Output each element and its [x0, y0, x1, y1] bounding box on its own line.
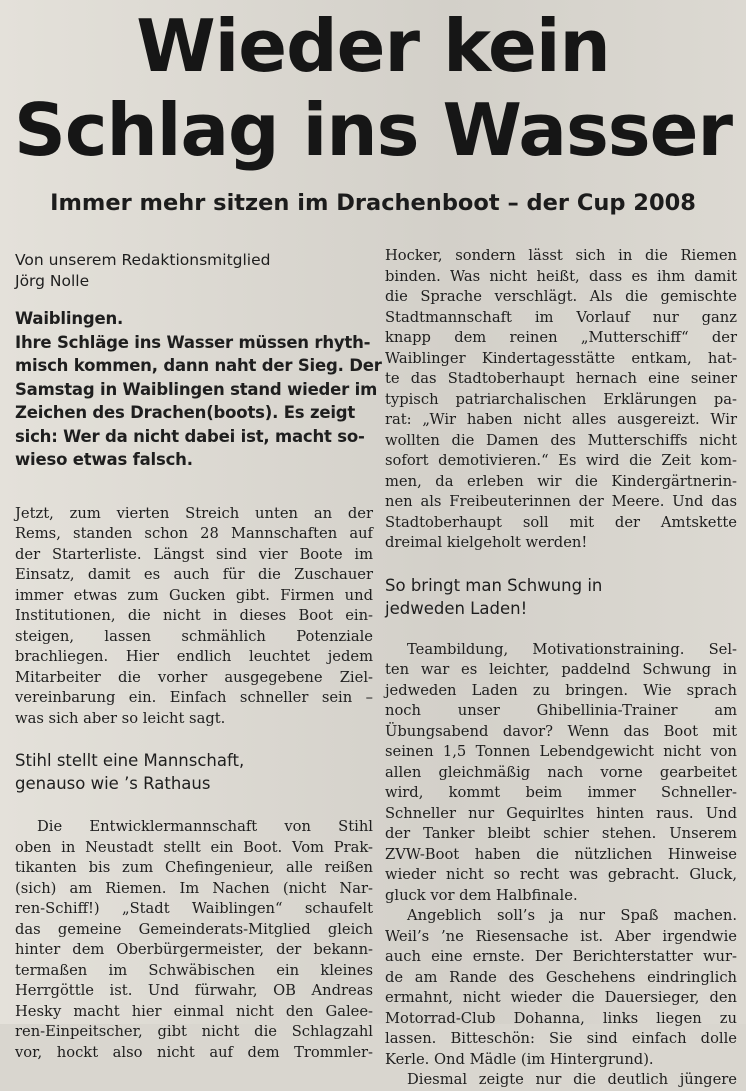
- text-line: knapp dem reinen „Mutterschiff“ der: [385, 329, 737, 346]
- text-line: vor, hockt also nicht auf dem Trommler-: [15, 1043, 373, 1061]
- text-line: Hocker, sondern lässt sich in die Riemen: [385, 247, 737, 264]
- lead-line: misch kommen, dann naht der Sieg. Der: [15, 356, 382, 375]
- text-line: Diesmal zeigte nur die deutlich jüngere: [407, 1071, 737, 1088]
- lead-line: Samstag in Waiblingen stand wieder im: [15, 379, 378, 399]
- byline: [15, 250, 373, 292]
- subheadline: Immer mehr sitzen im Drachenboot – der Cup 2008: [50, 190, 696, 216]
- lead-dateline: Waiblingen.: [15, 309, 124, 328]
- text-line: wollten die Damen des Mutterschiffs nicht: [385, 431, 737, 449]
- text-line: te das Stadtoberhaupt hernach eine seiner: [385, 370, 737, 387]
- paragraph-4: [385, 640, 737, 907]
- text-line: Institutionen, die nicht in dieses Boot ein-: [15, 607, 373, 624]
- text-line: Einsatz, damit es auch für die Zuschauer: [15, 566, 373, 583]
- text-line: brachliegen. Hier endlich leuchtet jedem: [15, 648, 373, 665]
- text-line: Jetzt, zum vierten Streich unten an der: [15, 504, 373, 522]
- text-line: ZVW-Boot haben die nützlichen Hinweise: [385, 845, 737, 863]
- text-line: termaßen im Schwäbischen ein kleines: [15, 961, 373, 979]
- text-line: Waiblinger Kindertagesstätte entkam, hat-: [385, 349, 737, 367]
- text-line: der Tanker bleibt schier stehen. Unserem: [385, 825, 737, 842]
- text-line: was sich aber so leicht sagt.: [15, 709, 226, 727]
- text-line: wird, kommt beim immer Schneller-: [385, 784, 737, 801]
- crosshead-line: jedweden Laden!: [385, 598, 528, 618]
- text-line: dreimal kielgeholt werden!: [385, 534, 588, 551]
- text-line: Rems, standen schon 28 Mannschaften auf: [15, 525, 373, 542]
- text-line: die Sprache verschlägt. Als die gemischte: [385, 288, 737, 305]
- text-line: rat: „Wir haben nicht alles ausgereizt. Wir: [385, 411, 737, 428]
- paragraph-2: [15, 817, 373, 1063]
- text-line: Angeblich soll’s ja nur Spaß machen.: [407, 907, 737, 924]
- paragraph-6: [385, 1070, 737, 1091]
- text-line: ten war es leichter, paddelnd Schwung in: [385, 661, 737, 678]
- paragraph-3: [385, 246, 737, 554]
- text-line: wieder nicht so recht was gebracht. Gluck,: [385, 866, 737, 883]
- text-line: Kerle. Ond Mädle (im Hintergrund).: [385, 1050, 654, 1068]
- text-line: auch eine ernste. Der Berichterstatter wur-: [385, 948, 737, 965]
- text-line: Mitarbeiter die vorher ausgegebene Ziel-: [15, 668, 373, 686]
- lead-paragraph: [15, 307, 382, 472]
- text-line: ren-Schiff!) „Stadt Waiblingen“ schaufelt: [15, 900, 373, 917]
- text-line: immer etwas zum Gucken gibt. Firmen und: [15, 586, 373, 604]
- text-line: Herrgöttle ist. Und fürwahr, OB Andreas: [15, 982, 373, 999]
- text-line: nen als Freibeuterinnen der Meere. Und das: [385, 493, 737, 510]
- text-line: steigen, lassen schmählich Potenziale: [15, 627, 373, 645]
- text-line: das gemeine Gemeinderats-Mitglied gleich: [15, 920, 373, 938]
- crosshead-stihl: [15, 749, 373, 795]
- crosshead-schwung: [385, 574, 737, 620]
- text-line: men, da erleben wir die Kindergärtnerin-: [385, 472, 737, 490]
- text-line: gluck vor dem Halbfinale.: [385, 886, 578, 904]
- text-line: Teambildung, Motivationstraining. Sel-: [407, 640, 737, 658]
- text-line: de am Rande des Geschehens eindringlich: [385, 968, 737, 986]
- left-column: [15, 250, 382, 1063]
- paragraph-1: [15, 504, 373, 730]
- text-line: der Starterliste. Längst sind vier Boote im: [15, 545, 373, 563]
- text-line: Schneller nur Gequirltes hinten raus. Und: [385, 804, 737, 822]
- right-column: [385, 246, 737, 1091]
- text-line: Übungsabend davor? Wenn das Boot mit: [385, 722, 737, 740]
- headline-line-2: Schlag ins Wasser: [13, 88, 732, 172]
- text-line: Hesky macht hier einmal nicht den Galee-: [15, 1002, 373, 1020]
- byline-line: Von unserem Redaktionsmitglied: [15, 251, 271, 269]
- headline-line-1: Wieder kein: [136, 4, 610, 88]
- text-line: allen gleichmäßig nach vorne gearbeitet: [385, 763, 737, 781]
- byline-author: Jörg Nolle: [15, 272, 90, 290]
- text-line: sofort demotivieren.“ Es wird die Zeit kom-: [385, 452, 737, 469]
- lead-line: Ihre Schläge ins Wasser müssen rhyth-: [15, 332, 371, 352]
- text-line: typisch patriarchalischen Erklärungen pa-: [385, 390, 737, 408]
- text-line: ermahnt, nicht wieder die Dauersieger, den: [385, 989, 737, 1006]
- text-line: hinter dem Oberbürgermeister, der bekann-: [15, 941, 373, 958]
- text-line: noch unser Ghibellinia-Trainer am: [385, 702, 737, 719]
- text-line: tikanten bis zum Chefingenieur, alle reißen: [15, 859, 373, 876]
- lead-line: Zeichen des Drachen(boots). Es zeigt: [15, 403, 356, 422]
- text-line: ren-Einpeitscher, gibt nicht die Schlagzahl: [15, 1023, 373, 1040]
- text-line: Stadtmannschaft im Vorlauf nur ganz: [385, 308, 737, 326]
- text-line: Stadtoberhaupt soll mit der Amtskette: [385, 513, 737, 531]
- text-line: vereinbarung ein. Einfach schneller sein –: [15, 689, 373, 706]
- text-line: seinen 1,5 Tonnen Lebendgewicht nicht von: [385, 743, 737, 760]
- text-line: binden. Was nicht heißt, dass es ihm damit: [385, 267, 737, 285]
- paragraph-5: [385, 906, 737, 1070]
- crosshead-line: genauso wie ’s Rathaus: [15, 774, 211, 793]
- lead-line: sich: Wer da nicht dabei ist, macht so-: [15, 426, 365, 446]
- text-line: (sich) am Riemen. Im Nachen (nicht Nar-: [15, 879, 373, 897]
- text-line: Motorrad-Club Dohanna, links liegen zu: [385, 1009, 737, 1027]
- text-line: lassen. Bitteschön: Sie sind einfach dolle: [385, 1030, 737, 1047]
- text-line: oben in Neustadt stellt ein Boot. Vom Prak-: [15, 838, 373, 856]
- text-line: Die Entwicklermannschaft von Stihl: [37, 818, 373, 835]
- lead-line: wieso etwas falsch.: [15, 450, 193, 469]
- text-line: jedweden Laden zu bringen. Wie sprach: [385, 681, 737, 699]
- crosshead-line: Stihl stellt eine Mannschaft,: [15, 751, 245, 770]
- text-line: Weil’s ’ne Riesensache ist. Aber irgendwie: [385, 927, 737, 945]
- crosshead-line: So bringt man Schwung in: [385, 575, 603, 595]
